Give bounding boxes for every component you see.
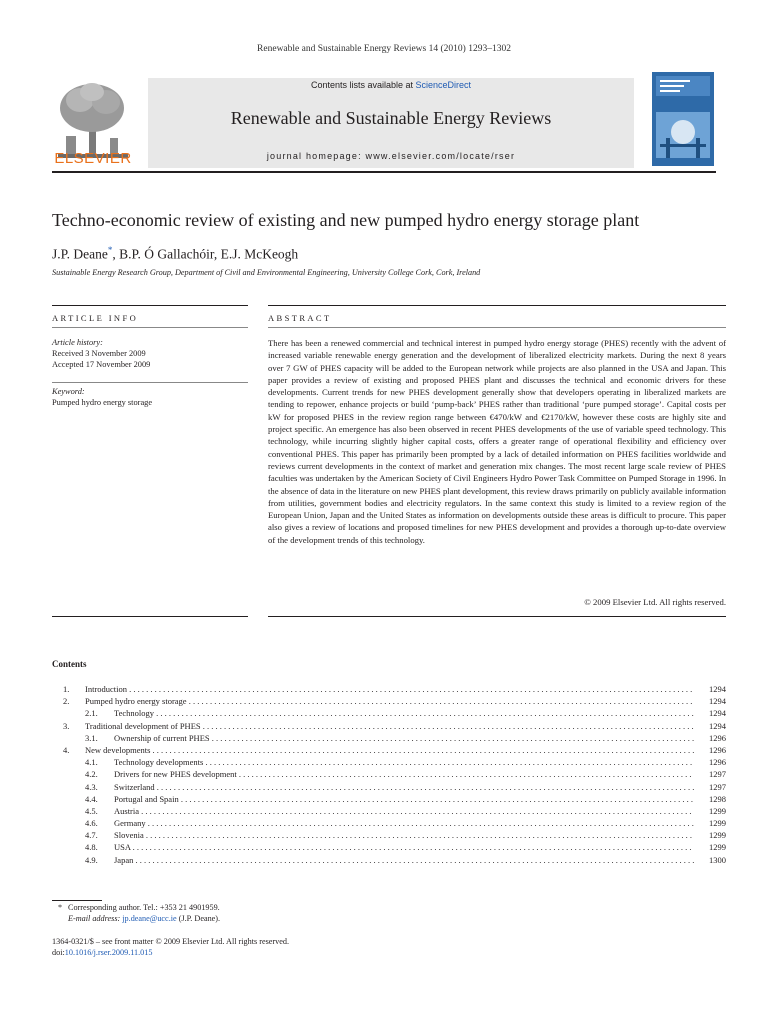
toc-page-number: 1300 [709, 854, 726, 865]
toc-entry[interactable] [52, 854, 726, 866]
toc-number: 4.4. [85, 793, 98, 804]
toc-number: 3.1. [85, 732, 98, 743]
other-authors: , B.P. Ó Gallachóir, E.J. McKeogh [112, 246, 299, 262]
keyword-divider [52, 382, 248, 383]
toc-number: 1. [63, 684, 70, 694]
toc-label[interactable]: Portugal and Spain . . . [114, 793, 694, 805]
toc-page-number: 1296 [709, 757, 726, 768]
toc-label[interactable]: USA . . . [114, 841, 694, 853]
toc-label[interactable]: Introduction . . . [85, 683, 694, 695]
abstract-bottom-rule [268, 616, 726, 617]
abstract-text: There has been a renewed commercial and technical interest in pumped hydro energy storage (PHES) recently with the advent of increased variable renewable energy generation and the development of liberalized electricity markets. During the next 8 years over 7 GW of PHES capacity will be added to the European network while projects are also planned in the USA and Japan. This paper provides a review of existing and proposed PHES plant and discusses the technical and economic drivers for these developments. Current trends for new PHES development generally show that developers operating in liberalized markets are tending to repower, enhance projects or build ‘pump-back’ PHES rather than traditional ‘pure pumped storage’. Capital costs per kW for proposed PHES in the review region range between €470/kW and €2170/kW, however these costs are highly site and project specific. An emergence has also been observed in recent PHES developments of the use of variable speed technology. This technology, while incurring slightly higher capital costs, offers a greater range of operational flexibility and efficiency over conventional PHES. This paper has primarily been prompted by a lack of detailed information on PHES facilities worldwide and reviews current developments in the context of market and generation mix changes. The most recent large scale review of PHES faculties was undertaken by the American Society of Civil Engineers Hydro Power Task Committee on Pumped Storage in 1996. In the absence of data in the literature on new PHES plant development, this review draws primarily on publicly available information from utilities, government bodies and electricity regulators. In the same context this study is limited to a review region of the European Union, Japan and the United States as information on developments outside these areas is difficult to procure. This paper also gives a review of locations and proposed timelines for new PHES development and provides a thorough up-to-date overview of the development trends of this technology. [268, 338, 726, 545]
toc-page-number: 1296 [709, 732, 726, 743]
toc-number: 4.2. [85, 769, 98, 780]
toc-entry[interactable] [52, 768, 726, 780]
contents-prefix: Contents lists available at [310, 80, 416, 90]
toc-entry[interactable] [52, 805, 726, 817]
toc-entry[interactable] [52, 732, 726, 744]
toc-entry[interactable] [52, 817, 726, 829]
toc-number: 2. [63, 696, 70, 707]
journal-title: Renewable and Sustainable Energy Reviews [230, 108, 552, 128]
sciencedirect-link[interactable]: ScienceDirect [415, 80, 472, 90]
received-date: Received 3 November 2009 [52, 349, 146, 358]
abstract-heading: ABSTRACT [268, 313, 332, 323]
abstract-copyright: © 2009 Elsevier Ltd. All rights reserved. [584, 597, 726, 607]
article-info-top-rule [52, 305, 248, 306]
toc-page-number: 1297 [709, 781, 726, 792]
article-info-divider [52, 327, 248, 328]
corresponding-text: Corresponding author. Tel.: +353 21 4901959. [68, 903, 220, 912]
article-history [52, 337, 248, 370]
issn-line: 1364-0321/$ – see front matter © 2009 Elsevier Ltd. All rights reserved. [52, 937, 290, 946]
toc-number: 4.7. [85, 830, 98, 841]
toc-entry[interactable] [52, 841, 726, 853]
toc-page-number: 1297 [709, 769, 726, 780]
toc-entry[interactable] [52, 829, 726, 841]
toc-label[interactable]: New developments . . . [85, 744, 694, 756]
toc-label[interactable]: Technology developments . . . [114, 756, 694, 768]
toc-page-number: 1299 [709, 818, 726, 829]
toc-entry[interactable] [52, 695, 726, 707]
history-label: Article history: [52, 338, 103, 347]
toc-label[interactable]: Slovenia . . . [114, 829, 694, 841]
journal-reference: Renewable and Sustainable Energy Reviews 14 (2010) 1293–1302 [257, 44, 511, 54]
toc-entry[interactable] [52, 707, 726, 719]
toc-number: 4.8. [85, 842, 98, 853]
toc-label[interactable]: Austria . . . [114, 805, 694, 817]
toc-number: 4. [63, 744, 70, 755]
masthead-rule [52, 171, 716, 173]
toc-label[interactable]: Traditional development of PHES . . . [85, 720, 694, 732]
email-suffix: (J.P. Deane). [176, 914, 221, 923]
toc-page-number: 1294 [709, 696, 726, 707]
table-of-contents [52, 683, 726, 866]
footnote-rule [52, 900, 102, 901]
contents-availability [148, 80, 634, 90]
toc-label[interactable]: Pumped hydro energy storage . . . [85, 695, 694, 707]
toc-number: 4.6. [85, 818, 98, 829]
corresponding-footnote [52, 903, 220, 912]
toc-entry[interactable] [52, 756, 726, 768]
toc-label[interactable]: Germany . . . [114, 817, 694, 829]
toc-entry[interactable] [52, 781, 726, 793]
doi-link[interactable]: 10.1016/j.rser.2009.11.015 [64, 948, 153, 957]
toc-label[interactable]: Japan . . . [114, 854, 694, 866]
abstract-divider [268, 327, 726, 328]
toc-page-number: 1298 [709, 793, 726, 804]
email-link[interactable]: jp.deane@ucc.ie [122, 914, 177, 923]
toc-label[interactable]: Drivers for new PHES development . . . [114, 768, 694, 780]
email-footnote [68, 914, 220, 923]
toc-number: 3. [63, 720, 70, 731]
affiliation: Sustainable Energy Research Group, Department of Civil and Environmental Engineering, University College Cork, Cork, Ireland [52, 268, 481, 277]
toc-label[interactable]: Ownership of current PHES . . . [114, 732, 694, 744]
toc-page-number: 1299 [709, 805, 726, 816]
email-label: E-mail address: [68, 914, 121, 923]
keyword-label: Keyword: [52, 387, 85, 396]
toc-entry[interactable] [52, 744, 726, 756]
toc-number: 4.5. [85, 805, 98, 816]
toc-label[interactable]: Technology . . . [114, 707, 694, 719]
author-list [52, 245, 298, 263]
toc-number: 4.3. [85, 781, 98, 792]
accepted-date: Accepted 17 November 2009 [52, 360, 151, 369]
toc-number: 4.9. [85, 854, 98, 865]
toc-page-number: 1299 [709, 830, 726, 841]
article-info-bottom-rule [52, 616, 248, 617]
keyword-item: Pumped hydro energy storage [52, 398, 153, 407]
journal-cover-image [652, 72, 714, 166]
article-info-heading: ARTICLE INFO [52, 313, 139, 323]
toc-number: 4.1. [85, 757, 98, 768]
abstract-top-rule [268, 305, 726, 306]
toc-entry[interactable] [52, 683, 726, 695]
keywords [52, 386, 248, 408]
elsevier-wordmark: ELSEVIER [54, 150, 132, 167]
toc-page-number: 1294 [709, 684, 726, 694]
toc-entry[interactable] [52, 793, 726, 805]
journal-homepage[interactable]: journal homepage: www.elsevier.com/locate/rser [266, 151, 516, 161]
toc-label[interactable]: Switzerland . . . [114, 781, 694, 793]
article-title: Techno-economic review of existing and new pumped hydro energy storage plant [52, 210, 640, 230]
toc-page-number: 1294 [709, 720, 726, 731]
toc-entry[interactable] [52, 720, 726, 732]
toc-page-number: 1296 [709, 744, 726, 755]
footnote-marker: * [57, 903, 63, 912]
corresponding-author-marker[interactable]: * [107, 245, 113, 255]
toc-number: 2.1. [85, 708, 98, 719]
doi-prefix: doi: [52, 948, 65, 957]
toc-page-number: 1294 [709, 708, 726, 719]
contents-heading: Contents [52, 659, 87, 669]
doi-line [52, 948, 152, 957]
author-deane[interactable]: J.P. Deane [52, 246, 108, 262]
toc-page-number: 1299 [709, 842, 726, 853]
